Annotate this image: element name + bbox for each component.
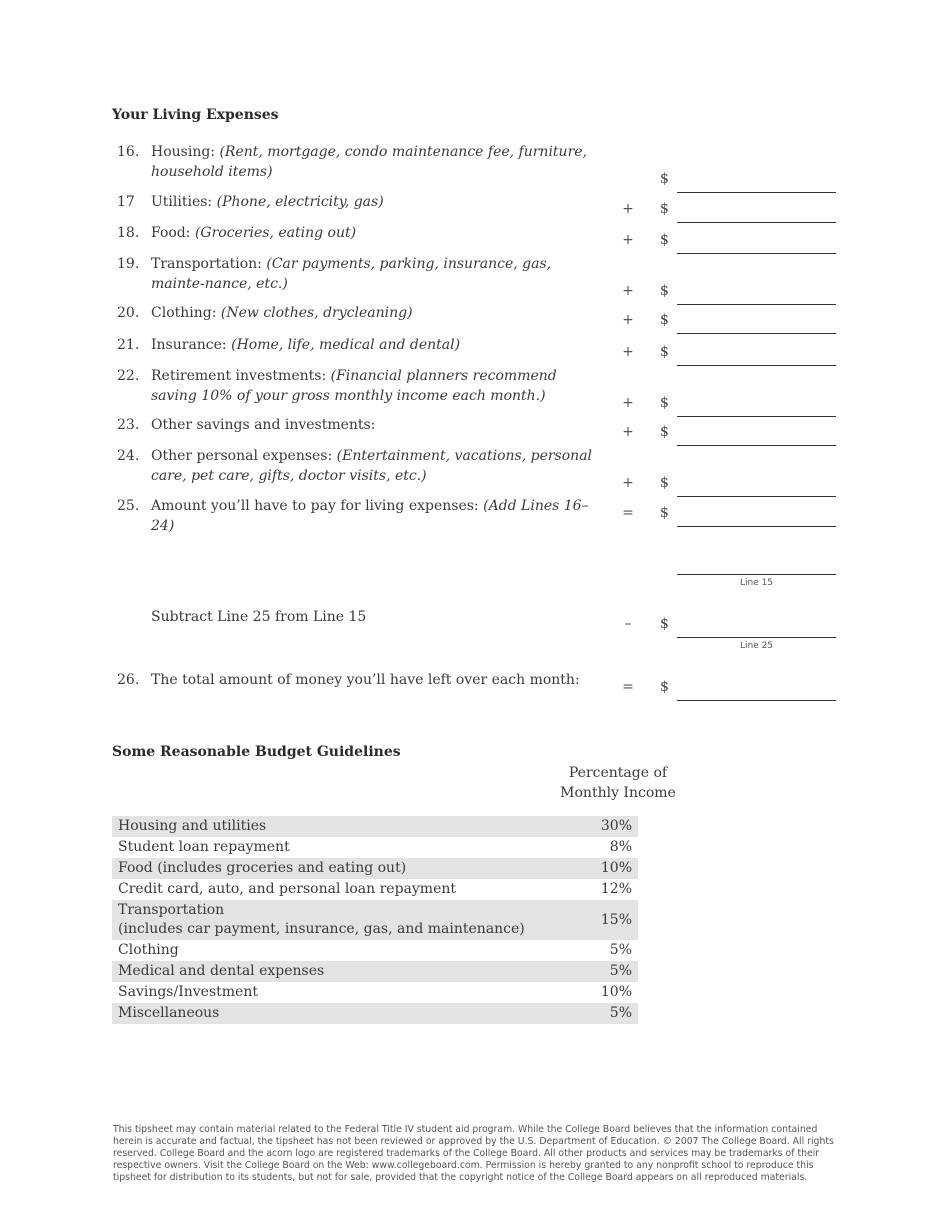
- category-label: Transportation: [118, 902, 225, 918]
- category-cell: [112, 982, 566, 1003]
- category-detail: (includes car payment, insurance, gas, and maintenance): [118, 921, 525, 937]
- expense-description: [151, 496, 606, 536]
- amount-blank[interactable]: [677, 496, 836, 497]
- expense-note: (Financial planners recommend saving 10% of your gross monthly income each month.): [151, 368, 557, 404]
- expense-label: Amount you’ll have to pay for living expenses:: [151, 498, 484, 514]
- expense-description: [151, 446, 606, 486]
- budget-guidelines-title: Some Reasonable Budget Guidelines: [112, 744, 401, 760]
- amount-blank[interactable]: [677, 445, 836, 446]
- expense-description: [151, 142, 606, 182]
- category-label: Student loan repayment: [118, 839, 290, 855]
- currency-symbol: $: [660, 283, 669, 299]
- percent-cell: 12%: [600, 881, 632, 897]
- percent-cell: 8%: [609, 839, 632, 855]
- line-25-blank[interactable]: [677, 637, 836, 638]
- line-15-blank[interactable]: [677, 574, 836, 575]
- percent-cell: 15%: [566, 900, 638, 940]
- expense-label: Other savings and investments:: [151, 417, 376, 433]
- amount-blank[interactable]: [677, 304, 836, 305]
- currency-symbol: $: [660, 312, 669, 328]
- category-cell: [112, 879, 566, 900]
- line-number: 18.: [117, 225, 140, 241]
- equals-operator: =: [622, 505, 634, 521]
- budget-guidelines-table: [112, 816, 638, 1024]
- expense-description: [151, 366, 606, 406]
- line-number: 19.: [117, 256, 140, 272]
- amount-blank[interactable]: [677, 253, 836, 254]
- expense-note: (Car payments, parking, insurance, gas, mainte-nance, etc.): [151, 256, 552, 292]
- currency-symbol: $: [660, 171, 669, 187]
- line-number: 20.: [117, 305, 140, 321]
- currency-symbol: $: [660, 679, 669, 695]
- percent-cell: 10%: [600, 984, 632, 1000]
- minus-operator: –: [624, 616, 632, 632]
- copyright-footer: This tipsheet may contain material related to the Federal Title IV student aid program. While the College Board believes that the information contained herein is accurate and factual, the tipsheet has not been reviewed or approved by the U.S. Department of Education. © 2007 The College Board. All rights reserved. College Board and the acorn logo are registered trademarks of the College Board. All other products and services may be trademarks of their respective owners. Visit the College Board on the Web: www.collegeboard.com. Permission is hereby granted to any nonprofit school to reproduce this tipsheet for distribution to its students, but not for sale, provided that the copyright notice of the College Board appears on all reproduced materials.: [113, 1124, 834, 1183]
- expense-description: [151, 223, 606, 243]
- table-row: [112, 900, 638, 940]
- subtract-instruction: Subtract Line 25 from Line 15: [151, 609, 367, 625]
- line-number: 25.: [117, 498, 140, 514]
- category-label: Medical and dental expenses: [118, 963, 325, 979]
- amount-blank[interactable]: [677, 333, 836, 334]
- amount-blank[interactable]: [677, 222, 836, 223]
- expense-label: Housing:: [151, 144, 220, 160]
- currency-symbol: $: [660, 505, 669, 521]
- plus-operator: +: [622, 395, 634, 411]
- category-cell: [112, 900, 566, 940]
- plus-operator: +: [622, 232, 634, 248]
- plus-operator: +: [622, 424, 634, 440]
- expense-description: [151, 415, 606, 435]
- living-expenses-title: Your Living Expenses: [112, 107, 279, 123]
- expense-label: Other personal expenses:: [151, 448, 337, 464]
- currency-symbol: $: [660, 475, 669, 491]
- percentage-column-header: [558, 763, 678, 803]
- category-label: Housing and utilities: [118, 818, 267, 834]
- table-row: [112, 879, 638, 900]
- category-cell: [112, 858, 566, 879]
- percentage-header-line2: Monthly Income: [560, 785, 676, 801]
- table-row: [112, 858, 638, 879]
- expense-note: (Add Lines 16–24): [151, 498, 589, 534]
- plus-operator: +: [622, 475, 634, 491]
- table-row: [112, 940, 638, 961]
- line-number: 22.: [117, 368, 140, 384]
- plus-operator: +: [622, 312, 634, 328]
- category-cell: [112, 961, 566, 982]
- category-label: Clothing: [118, 942, 179, 958]
- currency-symbol: $: [660, 344, 669, 360]
- expense-note: (Phone, electricity, gas): [216, 194, 384, 210]
- equals-operator: =: [622, 679, 634, 695]
- amount-blank[interactable]: [677, 416, 836, 417]
- line-26-label: The total amount of money you’ll have left over each month:: [151, 672, 580, 688]
- expense-label: Clothing:: [151, 305, 221, 321]
- plus-operator: +: [622, 283, 634, 299]
- table-row: [112, 982, 638, 1003]
- expense-label: Utilities:: [151, 194, 217, 210]
- currency-symbol: $: [660, 232, 669, 248]
- category-label: Credit card, auto, and personal loan repayment: [118, 881, 457, 897]
- expense-note: (Home, life, medical and dental): [231, 337, 461, 353]
- currency-symbol: $: [660, 616, 669, 632]
- expense-description: [151, 335, 606, 355]
- expense-label: Insurance:: [151, 337, 232, 353]
- percent-cell: 10%: [566, 858, 638, 879]
- table-row: [112, 1003, 638, 1024]
- line-15-label: Line 15: [739, 578, 774, 588]
- percent-cell: 5%: [566, 961, 638, 982]
- line-number: 23.: [117, 417, 140, 433]
- line-number: 17: [117, 194, 135, 210]
- expense-note: (New clothes, drycleaning): [220, 305, 413, 321]
- expense-label: Retirement investments:: [151, 368, 331, 384]
- percent-cell: 5%: [566, 1003, 638, 1024]
- amount-blank[interactable]: [677, 365, 836, 366]
- expense-note: (Groceries, eating out): [194, 225, 357, 241]
- category-label: Food (includes groceries and eating out): [118, 860, 407, 876]
- table-row: [112, 837, 638, 858]
- expense-description: [151, 303, 606, 323]
- category-label: Savings/Investment: [118, 984, 258, 1000]
- amount-blank[interactable]: [677, 192, 836, 193]
- expense-label: Transportation:: [151, 256, 267, 272]
- line-26-blank[interactable]: [677, 700, 836, 701]
- plus-operator: +: [622, 344, 634, 360]
- table-row: [112, 816, 638, 837]
- percent-cell: 30%: [566, 816, 638, 837]
- category-cell: [112, 1003, 566, 1024]
- category-label: Miscellaneous: [118, 1005, 220, 1021]
- expense-note: (Rent, mortgage, condo maintenance fee, furniture, household items): [151, 144, 587, 180]
- currency-symbol: $: [660, 424, 669, 440]
- category-cell: [112, 940, 566, 961]
- percentage-header-line1: Percentage of: [568, 765, 668, 781]
- line-number: 21.: [117, 337, 140, 353]
- expense-label: Food:: [151, 225, 195, 241]
- expense-note: (Entertainment, vacations, personal care, pet care, gifts, doctor visits, etc.): [151, 448, 593, 484]
- expense-description: [151, 254, 606, 294]
- expense-description: [151, 192, 606, 212]
- category-cell: [112, 837, 566, 858]
- percent-cell: 5%: [609, 942, 632, 958]
- line-26-number: 26.: [117, 672, 140, 688]
- currency-symbol: $: [660, 201, 669, 217]
- line-25-label: Line 25: [739, 641, 774, 651]
- table-row: [112, 961, 638, 982]
- category-cell: [112, 816, 566, 837]
- line-number: 24.: [117, 448, 140, 464]
- plus-operator: +: [622, 201, 634, 217]
- currency-symbol: $: [660, 395, 669, 411]
- line-number: 16.: [117, 144, 140, 160]
- amount-blank[interactable]: [677, 526, 836, 527]
